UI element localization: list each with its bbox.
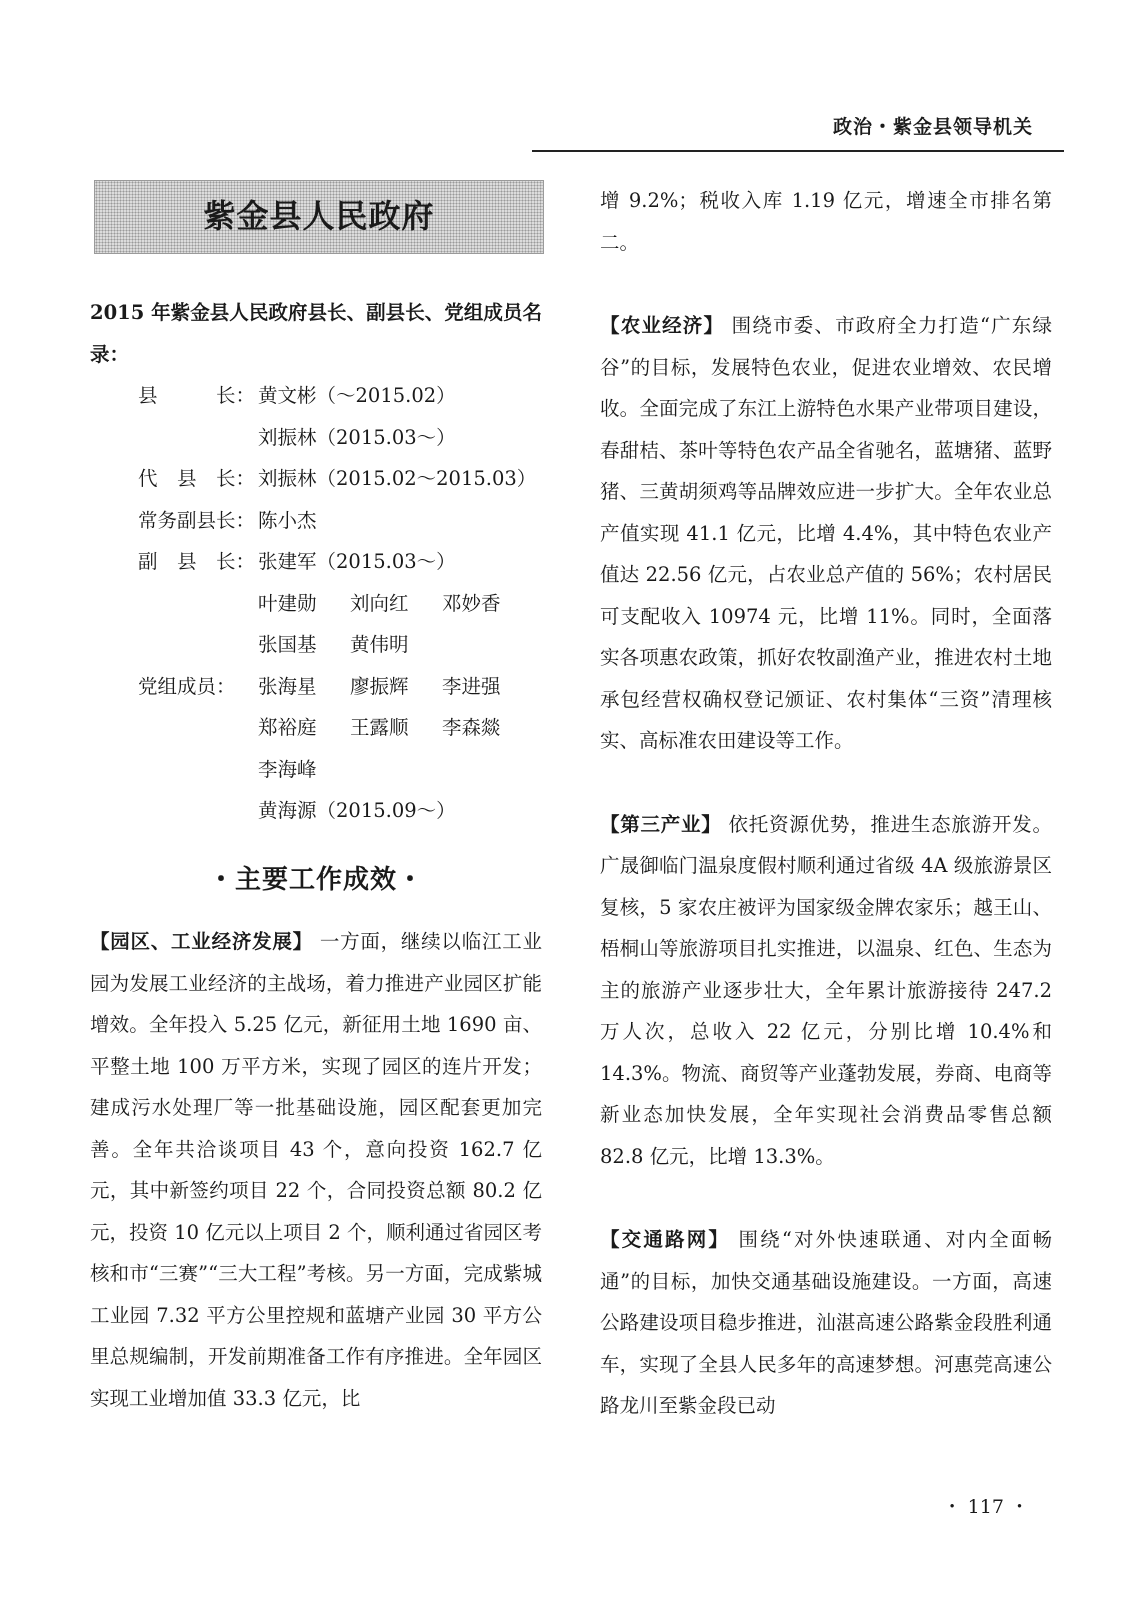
paragraph-gap	[600, 762, 1052, 804]
roster-row	[90, 790, 542, 832]
roster-row	[90, 541, 542, 583]
running-head: 政治・紫金县领导机关	[832, 116, 1033, 138]
roster-name: 刘振林（2015.02～2015.03）	[258, 467, 537, 490]
left-column	[90, 180, 542, 1419]
roster-label	[90, 707, 258, 749]
roster-names	[258, 707, 542, 749]
roster-name: 黄伟明	[350, 633, 409, 656]
roster-list	[90, 375, 542, 832]
roster-names	[258, 624, 542, 666]
paragraph-industry	[90, 921, 542, 1419]
roster-label	[90, 749, 258, 791]
roster-name: 张建军（2015.03～）	[258, 550, 456, 573]
text-agriculture: 围绕市委、市政府全力打造“广东绿谷”的目标，发展特色农业，促进农业增效、农民增收。全面完成了东江上游特色水果产业带项目建设，春甜桔、茶叶等特色农产品全省驰名，蓝塘猪、蓝野猪、三黄胡须鸡等品牌效应进一步扩大。全年农业总产值实现 41.1 亿元，比增 4.4%，其中特色农业产值达 22.56 亿元，占农业总产值的 56%；农村居民可支配收入 10974 元，比增 11%。同时，全面落实各项惠农政策，抓好农牧副渔产业，推进农村土地承包经营权确权登记颁证、农村集体“三资”清理核实、高标准农田建设等工作。	[600, 314, 1052, 752]
roster-name: 黄海源（2015.09～）	[258, 799, 456, 822]
roster-name: 陈小杰	[258, 508, 317, 532]
header-rule	[532, 150, 1064, 152]
right-column	[600, 180, 1052, 1427]
roster-row	[90, 707, 542, 749]
roster-names	[258, 749, 542, 791]
roster-row	[90, 666, 542, 708]
roster-name: 黄文彬（～2015.02）	[258, 384, 456, 407]
tag-tertiary: 【第三产业】	[600, 812, 722, 836]
roster-name: 张海星	[258, 674, 317, 698]
roster-names	[258, 375, 542, 417]
tag-industry: 【园区、工业经济发展】	[90, 930, 313, 953]
roster-row	[90, 624, 542, 666]
roster-names	[258, 500, 542, 542]
roster-name: 李森燚	[442, 716, 501, 739]
roster-name: 李进强	[442, 674, 501, 698]
roster-row	[90, 749, 542, 791]
paragraph-agriculture	[600, 305, 1052, 762]
roster-name: 王露顺	[350, 716, 409, 739]
roster-label: 副 县 长：	[138, 550, 256, 573]
text-tertiary: 依托资源优势，推进生态旅游开发。广晟御临门温泉度假村顺利通过省级 4A 级旅游景区复核，5 家农庄被评为国家级金牌农家乐；越王山、梧桐山等旅游项目扎实推进，以温泉、红色、生态为主的旅游产业逐步壮大，全年累计旅游接待 247.2 万人次，总收入 22 亿元，分别比增 10.4%和 14.3%。物流、商贸等产业蓬勃发展，券商、电商等新业态加快发展，全年实现社会消费品零售总额 82.8 亿元，比增 13.3%。	[600, 812, 1052, 1168]
roster-names	[258, 790, 542, 832]
roster-name: 郑裕庭	[258, 716, 317, 739]
text-industry: 一方面，继续以临江工业园为发展工业经济的主战场，着力推进产业园区扩能增效。全年投入 5.25 亿元，新征用土地 1690 亩、平整土地 100 万平方米，实现了园区的连片开发；建成污水处理厂等一批基础设施，园区配套更加完善。全年共洽谈项目 43 个，意向投资 162.7 亿元，其中新签约项目 22 个，合同投资总额 80.2 亿元，投资 10 亿元以上项目 2 个，顺利通过省园区考核和市“三赛”“三大工程”考核。另一方面，完成紫城工业园 7.32 平方公里控规和蓝塘产业园 30 平方公里总规编制，开发前期准备工作有序推进。全年园区实现工业增加值 33.3 亿元，比	[90, 930, 543, 1410]
roster-label	[90, 790, 258, 832]
roster-names	[258, 417, 542, 459]
roster-row	[90, 458, 542, 500]
roster-names	[258, 583, 542, 625]
roster-name: 刘向红	[350, 591, 409, 615]
main-achievements-title: ・主要工作成效・	[207, 864, 424, 895]
roster-row	[90, 417, 542, 459]
paragraph-tertiary	[600, 804, 1052, 1178]
section-title-box: 紫金县人民政府	[94, 180, 544, 254]
roster-row	[90, 500, 542, 542]
roster-name: 叶建勋	[258, 591, 317, 615]
paragraph-gap	[600, 263, 1052, 305]
roster-name: 张国基	[258, 633, 317, 656]
text-continued: 增 9.2%；税收入库 1.19 亿元，增速全市排名第二。	[600, 189, 1052, 254]
roster-label: 党组成员：	[138, 674, 236, 698]
tag-agriculture: 【农业经济】	[600, 314, 725, 337]
roster-heading: 2015 年紫金县人民政府县长、副县长、党组成员名录：	[90, 301, 542, 366]
text-transport: 围绕“对外快速联通、对内全面畅通”的目标，加快交通基础设施建设。一方面，高速公路建设项目稳步推进，汕湛高速公路紫金段胜利通车，实现了全县人民多年的高速梦想。河惠莞高速公路龙川至紫金段已动	[600, 1228, 1052, 1417]
paragraph-gap	[600, 1177, 1052, 1219]
roster-names	[258, 541, 542, 583]
page-number: ・ 117 ・	[942, 1496, 1029, 1518]
roster-label	[90, 583, 258, 625]
paragraph-continued	[600, 180, 1052, 263]
roster-names	[258, 666, 542, 708]
roster-names	[258, 458, 542, 500]
roster-label: 常务副县长：	[138, 508, 256, 532]
tag-transport: 【交通路网】	[600, 1228, 731, 1251]
roster-name: 邓妙香	[442, 591, 501, 615]
roster-label: 代 县 长：	[138, 467, 256, 490]
roster-name: 刘振林（2015.03～）	[258, 425, 456, 449]
roster-label: 县 长：	[138, 384, 256, 407]
roster-name: 廖振辉	[350, 674, 409, 698]
roster-row	[90, 583, 542, 625]
roster-label	[90, 624, 258, 666]
roster-row	[90, 375, 542, 417]
paragraph-transport	[600, 1219, 1052, 1427]
roster-name: 李海峰	[258, 757, 317, 781]
roster-label	[90, 417, 258, 459]
